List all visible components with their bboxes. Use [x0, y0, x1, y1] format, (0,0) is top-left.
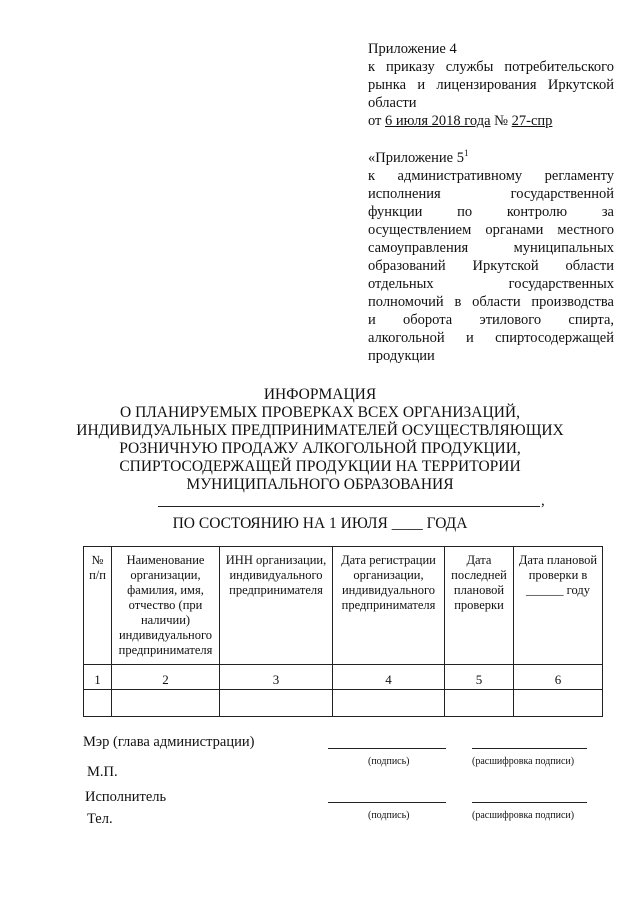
quote-line: полномочий в области производства: [368, 294, 614, 310]
quote-line: образований Иркутской области: [368, 258, 614, 274]
order-number: 27-спр: [511, 113, 553, 129]
mayor-signature-line[interactable]: [328, 748, 446, 749]
title-line: СПИРТОСОДЕРЖАЩЕЙ ПРОДУКЦИИ НА ТЕРРИТОРИИ: [119, 458, 521, 475]
mayor-decoding-line[interactable]: [472, 748, 587, 749]
quoted-appendix-title: «Приложение $5^1$: [368, 148, 469, 166]
document-title: [60, 386, 580, 494]
column-number: 2: [112, 665, 220, 690]
signature-caption: (подпись): [368, 810, 410, 821]
header-cell-name: Наименование организации, фамилия, имя, отчество (при наличии) индивидуального предпринимателя: [112, 547, 220, 665]
title-line: МУНИЦИПАЛЬНОГО ОБРАЗОВАНИЯ: [186, 476, 454, 493]
signature-caption: (подпись): [368, 756, 410, 767]
appendix-order-ref: [368, 112, 614, 130]
empty-cell[interactable]: [112, 690, 220, 717]
quote-line: и оборота этилового спирта,: [368, 312, 614, 328]
quote-line: отдельных государственных: [368, 276, 614, 292]
header-cell-number: № п/п: [84, 547, 112, 665]
column-number: 3: [220, 665, 333, 690]
quote-line: исполнения государственной: [368, 186, 614, 202]
column-number: 5: [445, 665, 514, 690]
header-cell-registration-date: Дата регистрации организации, индивидуального предпринимателя: [333, 547, 445, 665]
order-number-sign: №: [490, 113, 512, 129]
table-header-row: [84, 547, 603, 665]
executor-signature-line[interactable]: [328, 802, 446, 803]
quote-line: самоуправления муниципальных: [368, 240, 614, 256]
mayor-label: Мэр (глава администрации): [83, 734, 255, 750]
decoding-caption: (расшифровка подписи): [472, 810, 575, 821]
quote-line: осуществлением органами местного: [368, 222, 614, 238]
appendix-superscript: 1: [463, 148, 469, 158]
title-line: ИНФОРМАЦИЯ: [263, 386, 377, 403]
empty-cell[interactable]: [514, 690, 603, 717]
municipality-comma: ,: [541, 493, 545, 509]
executor-label: Исполнитель: [85, 789, 167, 805]
quote-line: к административному регламенту: [368, 168, 614, 184]
appendix-line2: к приказу службы потребительского: [368, 59, 614, 75]
as-of-date: ПО СОСТОЯНИЮ НА 1 ИЮЛЯ ____ ГОДА: [172, 515, 468, 532]
column-number: 4: [333, 665, 445, 690]
stamp-label: М.П.: [87, 764, 118, 780]
title-line: ИНДИВИДУАЛЬНЫХ ПРЕДПРИНИМАТЕЛЕЙ ОСУЩЕСТВЛЯЮЩИХ: [76, 422, 564, 439]
empty-cell[interactable]: [220, 690, 333, 717]
header-cell-planned-check: Дата плановой проверки в ______ году: [514, 547, 603, 665]
header-cell-inn: ИНН организации, индивидуального предпринимателя: [220, 547, 333, 665]
quote-line: функции по контролю за: [368, 204, 614, 220]
order-date: 6 июля 2018 года: [385, 113, 491, 129]
empty-cell[interactable]: [333, 690, 445, 717]
empty-cell[interactable]: [84, 690, 112, 717]
municipality-name-blank[interactable]: [158, 506, 540, 507]
executor-decoding-line[interactable]: [472, 802, 587, 803]
column-number: 6: [514, 665, 603, 690]
quote-line: алкогольной и спиртосодержащей: [368, 330, 614, 346]
phone-label: Тел.: [87, 811, 113, 827]
appendix-line1: Приложение 4: [368, 41, 457, 57]
title-line: РОЗНИЧНУЮ ПРОДАЖУ АЛКОГОЛЬНОЙ ПРОДУКЦИИ,: [119, 440, 521, 457]
quote-line: продукции: [368, 348, 435, 364]
table-row: [84, 690, 603, 717]
header-cell-last-check: Дата последней плановой проверки: [445, 547, 514, 665]
inspection-table: [83, 546, 603, 717]
order-prefix: от: [368, 113, 386, 129]
title-line: О ПЛАНИРУЕМЫХ ПРОВЕРКАХ ВСЕХ ОРГАНИЗАЦИЙ,: [120, 404, 520, 421]
appendix-line3: рынка и лицензирования Иркутской: [368, 77, 614, 93]
decoding-caption: (расшифровка подписи): [472, 756, 575, 767]
empty-cell[interactable]: [445, 690, 514, 717]
appendix-line4: области: [368, 95, 417, 111]
appendix-header: [368, 40, 614, 365]
column-number: 1: [84, 665, 112, 690]
column-number-row: [84, 665, 603, 690]
